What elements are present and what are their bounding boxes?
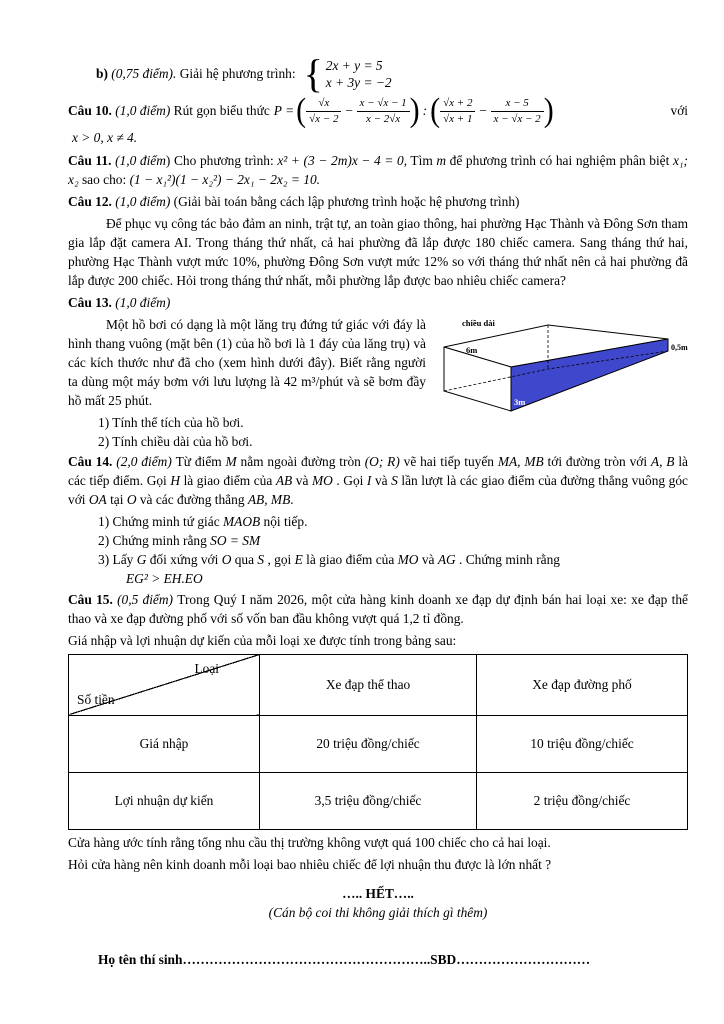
table-col-street: Xe đạp đường phố: [477, 654, 688, 715]
divide-op: :: [422, 103, 428, 119]
candidate-name-line: Họ tên thí sinh………………………………………………..SBD…………………………: [98, 951, 591, 967]
label-05m: 0,5m: [671, 343, 688, 353]
question-14-item-1: 1) Chứng minh tứ giác MAOB nội tiếp.: [98, 513, 308, 529]
question-10-text: Câu 10. (1,0 điểm) Rút gọn biểu thức: [68, 103, 270, 119]
open-paren: (: [296, 91, 307, 129]
cell-value: 3,5 triệu đồng/chiếc: [260, 772, 477, 829]
question-14-inequality: EG² > EH.EO: [126, 570, 203, 586]
question-14: Câu 14. (2,0 điểm) Từ điểm M nằm ngoài đường tròn (O; R) vẽ hai tiếp tuyến MA, MB tới đường tròn với A, B là các tiếp điểm. Gọi H là giao điểm của AB và MO . Gọi I và S lần lượt là các giao điểm của đường thẳng vuông góc với OA tại O và các đường thẳng AB, MB.: [68, 453, 688, 507]
equation-system: [303, 51, 392, 96]
close-paren: ): [409, 91, 420, 129]
cell-value: 20 triệu đồng/chiếc: [260, 715, 477, 772]
question-15-after-1: Cửa hàng ước tính rằng tổng nhu cầu thị trường không vượt quá 100 chiếc cho cả hai loại.: [68, 834, 551, 850]
table-corner-cell: [69, 654, 260, 715]
fraction-2: $\frac{x - √x - 1}{x - 2√x}$: [357, 96, 410, 126]
table-row: [69, 715, 688, 772]
question-13-item-2: 2) Tính chiều dài của hồ bơi.: [98, 434, 253, 450]
label-3m: 3m: [514, 397, 526, 408]
question-14-item-3: 3) Lấy G đối xứng với O qua S , gọi E là giao điểm của MO và AG . Chứng minh rằng: [98, 551, 561, 567]
question-13-item-1: 1) Tính thể tích của hồ bơi.: [98, 415, 244, 431]
pool-figure: [436, 317, 688, 435]
proctor-note: (Cán bộ coi thi không giải thích gì thêm): [268, 904, 488, 920]
equation-2: x + 3y = −2: [325, 75, 392, 90]
question-15-after-2: Hỏi cửa hàng nên kinh doanh mỗi loại bao nhiêu chiếc để lợi nhuận thu được là lớn nhất ?: [68, 856, 552, 872]
minus-op: −: [344, 103, 354, 119]
p-equals: P =: [273, 103, 295, 119]
question-10: [68, 91, 688, 129]
table-intro: Giá nhập và lợi nhuận dự kiến của mỗi loại xe được tính trong bảng sau:: [68, 632, 457, 648]
end-marker: ….. HẾT…..: [342, 885, 414, 901]
label-face-1: (1): [604, 373, 614, 384]
row-label: Lợi nhuận dự kiến: [69, 772, 260, 829]
question-12-head: Câu 12. (1,0 điểm) (Giải bài toán bằng cách lập phương trình hoặc hệ phương trình): [68, 194, 520, 210]
table-header-row: [69, 654, 688, 715]
question-11: Câu 11. (1,0 điểm) Cho phương trình: x² + (3 − 2m)x − 4 = 0, Tìm m để phương trình có hai nghiệm phân biệt x₁; x₂ sao cho: (1 − x₁²)(1 − x₂²) − 2x₁ − 2x₂ = 10.: [68, 153, 689, 188]
fraction-4: $\frac{x - 5}{x - √x - 2}$: [491, 96, 544, 126]
voi-word: với: [670, 103, 688, 119]
close-paren: ): [543, 91, 554, 129]
system-equations: [326, 57, 392, 92]
question-13-head: Câu 13. (1,0 điểm): [68, 295, 171, 311]
price-table: [68, 654, 688, 830]
part-b-text: b) (0,75 điểm). Giải hệ phương trình:: [96, 66, 296, 82]
label-6m: 6m: [466, 345, 478, 356]
row-label: Giá nhập: [69, 715, 260, 772]
left-brace: {: [303, 51, 323, 96]
open-paren: (: [430, 91, 441, 129]
expression-P: [273, 91, 554, 129]
fraction-1: $\frac{√x}{√x - 2}$: [306, 96, 341, 126]
question-15: Câu 15. (0,5 điểm) Trong Quý I năm 2026, một cửa hàng kinh doanh xe đạp dự định bán hai loại xe: xe đạp thể thao và xe đạp đường phố với số vốn ban đầu không vượt quá 1,2 tỉ đồng.: [68, 591, 688, 626]
equation-1: 2x + y = 5: [325, 57, 383, 73]
question-12-body: Để phục vụ công tác bảo đảm an ninh, trật tự, an toàn giao thông, hai phường Hạc Thành và Đông Sơn tham gia lắp đặt camera AI. Trong tháng thứ nhất, cả hai phường đã lắp được 180 chiếc camera. Sang tháng thứ hai, phường Hạc Thành vượt mức 10%, phường Đông Sơn vượt mức 12% so với tháng thứ nhất nên cả hai phường đã lắp được 200 chiếc. Hỏi trong tháng thứ nhất, mỗi phường lắp được bao nhiêu chiếc camera?: [68, 216, 688, 289]
cell-value: 2 triệu đồng/chiếc: [477, 772, 688, 829]
corner-label-loai: Loại: [194, 660, 219, 676]
question-14-item-2: 2) Chứng minh rằng SO = SM: [98, 532, 261, 548]
table-row: [69, 772, 688, 829]
label-chieu-dai: chiều dài: [462, 318, 495, 329]
fraction-3: $\frac{√x + 2}{√x + 1}$: [440, 96, 475, 126]
minus-op: −: [478, 103, 488, 119]
question-10-condition: x > 0, x ≠ 4.: [72, 130, 138, 145]
corner-label-so-tien: Số tiền: [77, 691, 115, 707]
question-13-block: [68, 315, 688, 451]
table-col-sport: Xe đạp thể thao: [260, 654, 477, 715]
cell-value: 10 triệu đồng/chiếc: [477, 715, 688, 772]
question-13-body: Một hồ bơi có dạng là một lăng trụ đứng tứ giác với đáy là hình thang vuông (mặt bên (1) của hồ bơi là 1 đáy của lăng trụ) và các kích thước như đã cho (xem hình dưới đây). Biết rằng người ta dùng một máy bơm với lưu lượng là 42 m³/phút và sẽ bơm đầy hồ mất 25 phút.: [68, 317, 426, 409]
part-b: [96, 51, 688, 96]
